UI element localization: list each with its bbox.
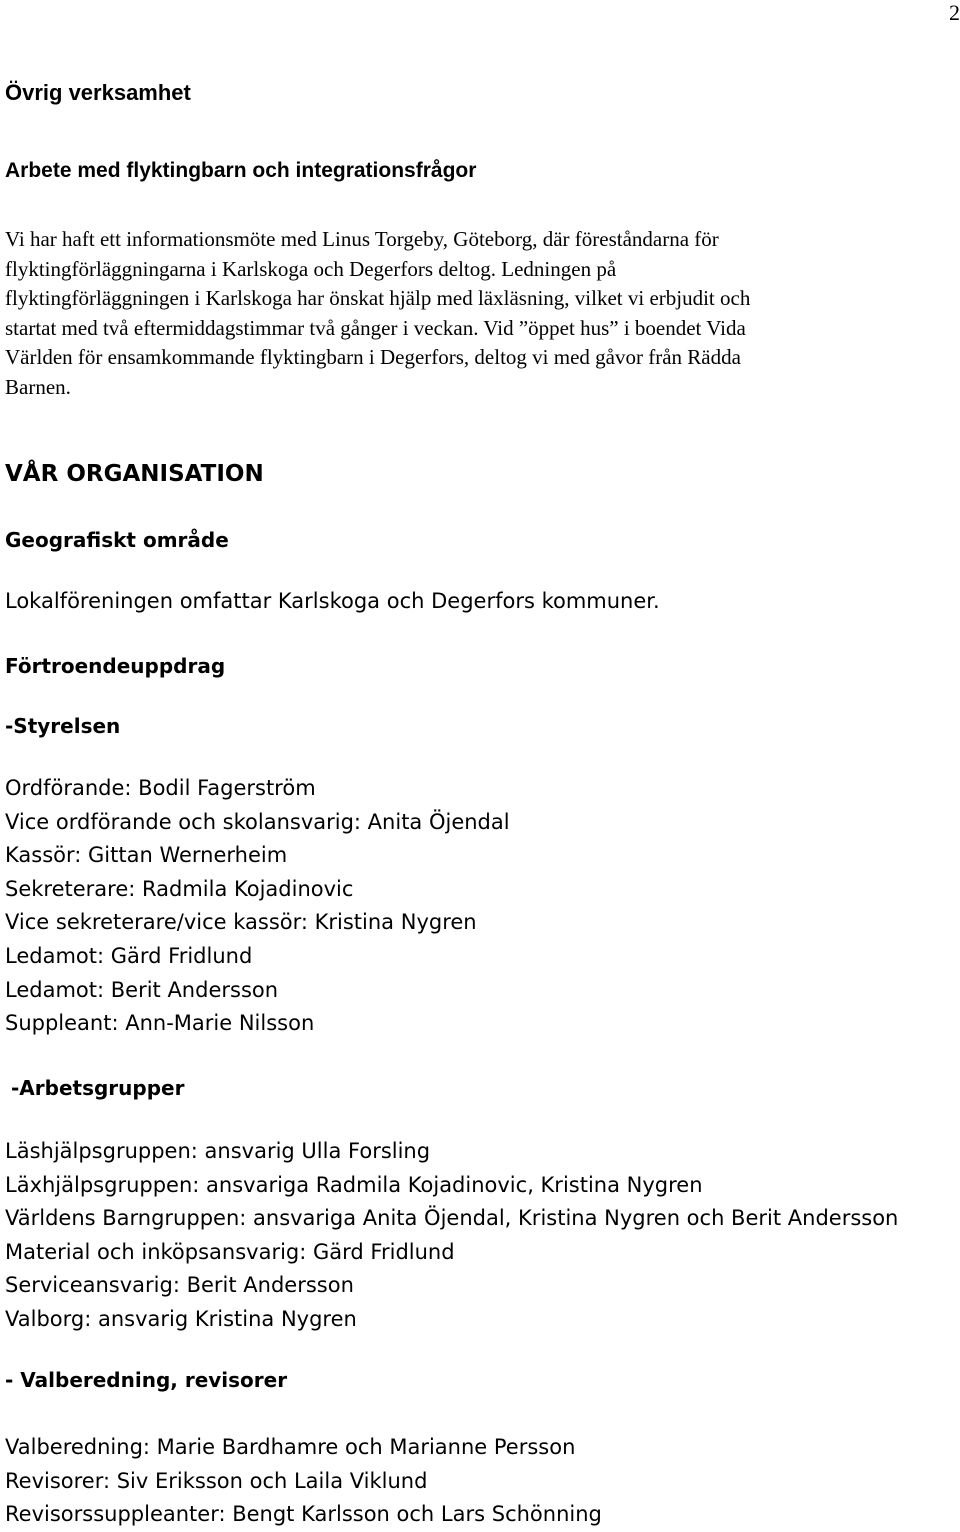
election-heading: - Valberedning, revisorer [5,1368,288,1392]
trust-heading: Förtroendeuppdrag [5,654,226,678]
board-member: Suppleant: Ann-Marie Nilsson [5,1011,315,1036]
board-member: Ledamot: Gärd Fridlund [5,943,253,968]
board-member-list [5,772,510,1041]
election-item: Valberedning: Marie Bardhamre och Marianne Persson [5,1435,576,1459]
page-number: 2 [949,0,960,25]
election-item: Revisorssuppleanter: Bengt Karlsson och Lars Schönning [5,1502,602,1527]
board-member: Vice ordförande och skolansvarig: Anita Öjendal [5,809,510,834]
geo-text: Lokalföreningen omfattar Karlskoga och Degerfors kommuner. [5,589,660,613]
election-item: Revisorer: Siv Eriksson och Laila Viklund [5,1468,428,1493]
workgroup-item: Material och inköpsansvarig: Gärd Fridlund [5,1239,455,1264]
paragraph-line: Världen för ensamkommande flyktingbarn i Degerfors, deltog vi med gåvor från Rädda [5,345,741,369]
paragraph-line: startat med två eftermiddagstimmar två gånger i veckan. Vid ”öppet hus” i boendet Vida [5,315,746,340]
workgroup-item: Världens Barngruppen: ansvariga Anita Öjendal, Kristina Nygren och Berit Andersson [5,1206,899,1231]
paragraph-line: Barnen. [5,374,71,399]
workgroup-item: Serviceansvarig: Berit Andersson [5,1273,354,1298]
board-member: Ledamot: Berit Andersson [5,977,279,1002]
board-heading: -Styrelsen [5,714,121,738]
section-title-other-activities: Övrig verksamhet [5,80,191,105]
workgroup-item: Läshjälpsgruppen: ansvarig Ulla Forsling [5,1139,431,1163]
board-member: Ordförande: Bodil Fagerström [5,776,316,800]
paragraph-line: Vi har haft ett informationsmöte med Linus Torgeby, Göteborg, där föreståndarna för [5,227,719,251]
organisation-title: VÅR ORGANISATION [5,461,264,487]
board-member: Vice sekreterare/vice kassör: Kristina Nygren [5,910,477,935]
workgroups-heading: -Arbetsgrupper [11,1076,185,1100]
workgroup-item: Valborg: ansvarig Kristina Nygren [5,1306,357,1331]
geo-heading: Geografiskt område [5,528,229,552]
paragraph-line: flyktingförläggningen i Karlskoga har önskat hjälp med läxläsning, vilket vi erbjudit och [5,286,751,310]
election-list [5,1431,602,1532]
paragraph-line: flyktingförläggningarna i Karlskoga och Degerfors deltog. Ledningen på [5,256,617,281]
board-member: Sekreterare: Radmila Kojadinovic [5,876,354,901]
board-member: Kassör: Gittan Wernerheim [5,843,288,868]
section-subtitle-refugee-children: Arbete med flyktingbarn och integrationsfrågor [5,159,477,182]
workgroup-list [5,1135,898,1337]
workgroup-item: Läxhjälpsgruppen: ansvariga Radmila Kojadinovic, Kristina Nygren [5,1172,703,1197]
refugee-paragraph [5,225,750,402]
